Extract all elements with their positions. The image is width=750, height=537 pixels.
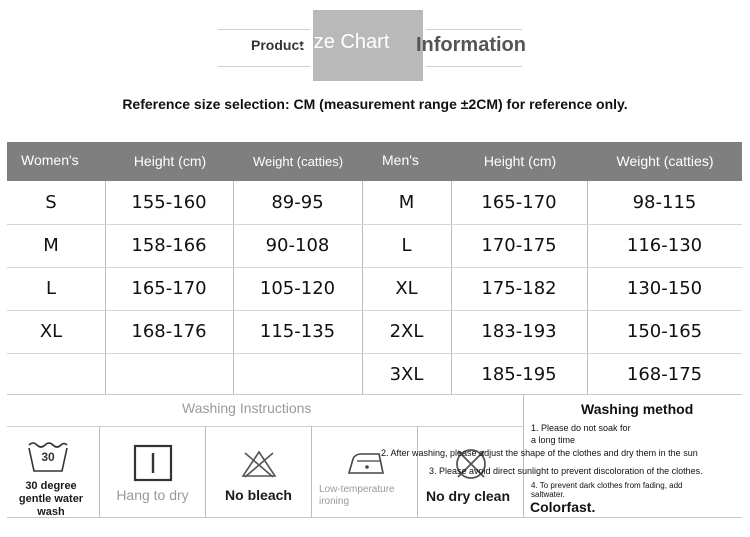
- method-note-1: 1. Please do not soak for: [531, 423, 631, 433]
- header-men-weight: Weight (catties): [616, 153, 714, 169]
- women-size-cell: M: [43, 235, 59, 256]
- men-size-cell: XL: [395, 278, 418, 299]
- hang-dry-icon: [133, 444, 173, 482]
- men-weight-cell: 98-115: [632, 192, 697, 213]
- men-size-cell: 2XL: [389, 321, 424, 342]
- women-size-cell: XL: [39, 321, 63, 342]
- ironing-label: Low-temperature ironing: [319, 484, 395, 507]
- method-note-3: 3. Please avoid direct sunlight to prevent discoloration of the clothes.: [429, 466, 703, 476]
- header-rule-left-bottom: [218, 66, 310, 67]
- wash-section-top-rule: [7, 394, 742, 395]
- reference-note: Reference size selection: CM (measurement range ±2CM) for reference only.: [122, 96, 628, 112]
- women-size-cell: L: [45, 278, 57, 299]
- women-weight-cell: 115-135: [259, 321, 336, 342]
- women-height-cell: 158-166: [131, 235, 207, 256]
- women-weight-cell: 90-108: [265, 235, 330, 256]
- header-womens: Women's: [21, 152, 79, 168]
- washing-instructions-title: Washing Instructions: [182, 400, 312, 416]
- wash-temp-label: 30 degree gentle water wash: [18, 480, 84, 518]
- header-women-weight: Weight (catties): [252, 154, 344, 169]
- icon-divider: [311, 426, 312, 517]
- method-note-1b: a long time: [531, 435, 576, 445]
- header-rule-left-top: [218, 29, 310, 30]
- men-weight-cell: 130-150: [626, 278, 703, 299]
- men-height-cell: 185-195: [481, 364, 557, 385]
- hang-dry-label: Hang to dry: [116, 487, 189, 503]
- men-height-cell: 165-170: [481, 192, 557, 213]
- women-height-cell: 165-170: [131, 278, 207, 299]
- header-title-text: Size Chart: [296, 31, 390, 53]
- women-height-cell: 168-176: [131, 321, 207, 342]
- men-weight-cell: 150-165: [626, 321, 703, 342]
- women-height-cell: 155-160: [131, 192, 207, 213]
- washing-method-title: Washing method: [581, 401, 694, 417]
- header-mens: Men's: [382, 152, 419, 168]
- method-note-4: 4. To prevent dark clothes from fading, add: [531, 481, 683, 490]
- method-note-colorfast: Colorfast.: [530, 499, 596, 515]
- no-dry-clean-label: No dry clean: [425, 488, 511, 504]
- men-height-cell: 170-175: [481, 235, 557, 256]
- method-note-4b: saltwater.: [531, 490, 565, 499]
- men-height-cell: 183-193: [481, 321, 557, 342]
- men-weight-cell: 168-175: [626, 364, 703, 385]
- header-women-height: Height (cm): [133, 153, 207, 169]
- header-right-text: Information: [416, 34, 526, 56]
- header-left-text: Product: [251, 37, 304, 53]
- men-size-cell: M: [398, 192, 415, 213]
- women-weight-cell: 89-95: [271, 192, 324, 213]
- women-size-cell: S: [45, 192, 57, 213]
- method-note-2: 2. After washing, please adjust the shape of the clothes and dry them in the sun: [381, 448, 698, 458]
- wash-section-bottom-rule: [7, 517, 742, 518]
- men-height-cell: 175-182: [481, 278, 557, 299]
- header-rule-right-bottom: [426, 66, 522, 67]
- no-bleach-icon: [239, 449, 279, 479]
- no-bleach-label: No bleach: [225, 487, 292, 503]
- men-size-cell: L: [401, 235, 412, 256]
- icon-divider: [99, 426, 100, 517]
- icon-divider: [205, 426, 206, 517]
- header-rule-right-top: [426, 29, 522, 30]
- wash-temperature: 30: [41, 450, 55, 464]
- wash-icons-top-rule: [7, 426, 523, 427]
- header-men-height: Height (cm): [483, 153, 557, 169]
- men-weight-cell: 116-130: [626, 235, 703, 256]
- men-size-cell: 3XL: [389, 364, 424, 385]
- women-weight-cell: 105-120: [259, 278, 336, 299]
